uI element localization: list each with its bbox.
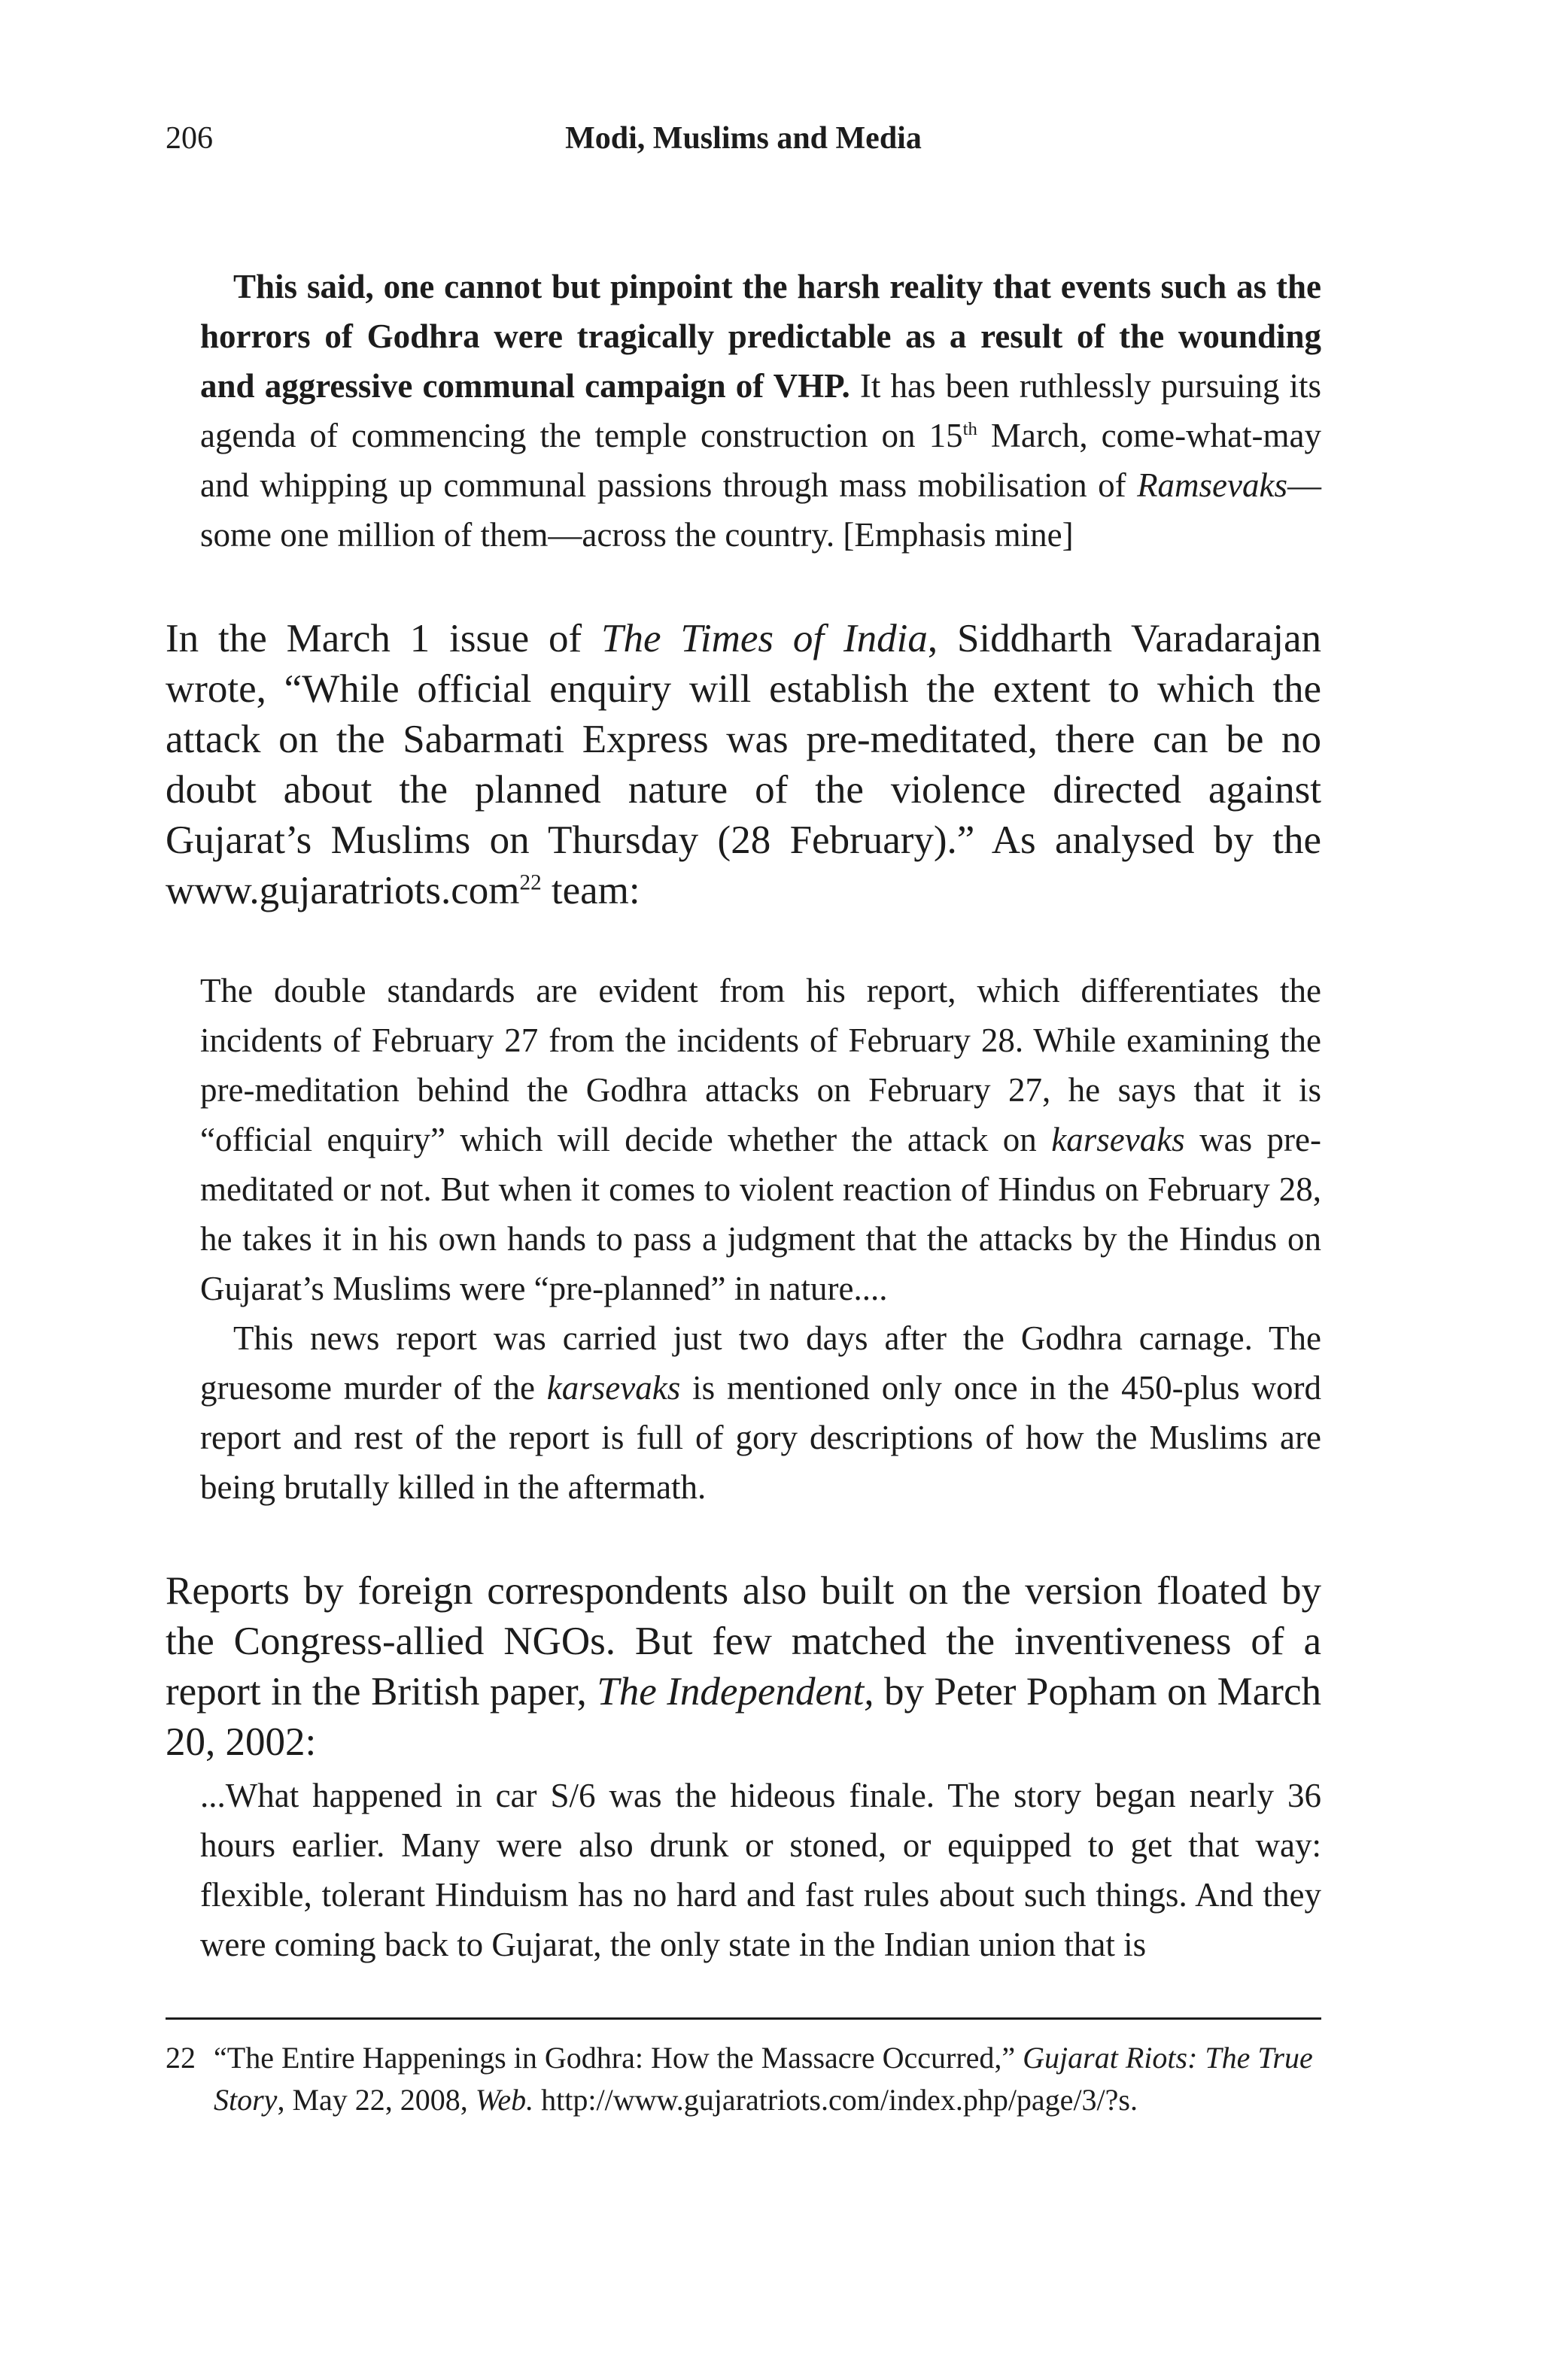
body-text: Reports by foreign correspondents also built on the version floated by the Congress-allied NGOs. But few matched the inventiveness of a report in the British paper, (166, 1569, 1321, 1714)
publication-title: The Times of India (600, 617, 928, 660)
emphasized-text: This said, one cannot but pinpoint the harsh reality that events such as the horrors of Godhra were tragically predictable as a result of the wounding and aggressive communal campaign of VHP. (200, 268, 1321, 405)
page-number: 206 (166, 121, 213, 156)
body-paragraph (166, 614, 1321, 916)
book-title: Modi, Muslims and Media (565, 121, 922, 156)
quote-text: The double standards are evident from his report, which differentiates the incidents of February 27 from the incidents of February 28. While examining the pre-meditation behind the Godhra attacks on February 27, he says that it is “official enquiry” which will decide whether the attack on (200, 972, 1321, 1158)
quote-text: This news report was carried just two days after the Godhra carnage. The gruesome murder of the (200, 1319, 1321, 1407)
footnote-text (214, 2037, 1321, 2121)
running-header (166, 120, 1321, 165)
italic-term: karsevaks (546, 1369, 681, 1407)
block-quote-vhp (200, 262, 1321, 560)
ordinal-superscript: th (962, 419, 977, 439)
footnote-divider (166, 2017, 1321, 2020)
block-quote-paragraph: ...What happened in car S/6 was the hideous finale. The story began nearly 36 hours earlier. Many were also drunk or stoned, or equipped to get that way: flexible, tolerant Hinduism has no hard and fast rules about such things. And they were coming back to Gujarat, the only state in the Indian union that is (200, 1777, 1321, 1963)
block-quote-paragraph (200, 1313, 1321, 1512)
quote-text: —some one million of them—across the country. [Emphasis mine] (200, 466, 1321, 554)
body-paragraph (166, 1566, 1321, 1768)
italic-term: karsevaks (1051, 1121, 1185, 1158)
footnote-web-label: Web. (475, 2083, 534, 2117)
quote-text: March, come-what-may and whipping up communal passions through mass mobilisation of (200, 417, 1322, 504)
footnote-citation: “The Entire Happenings in Godhra: How the Massacre Occurred,” (214, 2041, 1023, 2075)
footnote-citation: , May 22, 2008, (277, 2083, 476, 2117)
block-quote-paragraph (200, 966, 1321, 1313)
body-text: by Peter Popham on March 20, 2002: (166, 1670, 1321, 1764)
footnote-source-title: Gujarat Riots: The True Story (214, 2041, 1313, 2117)
quote-text: It has been ruthlessly pursuing its agenda of commencing the temple construction on 15 (200, 367, 1321, 454)
quote-text: is mentioned only once in the 450-plus word report and rest of the report is full of gory descriptions of how the Muslims are being brutally killed in the aftermath. (200, 1369, 1321, 1506)
block-quote-independent (200, 1771, 1321, 1969)
footnote-reference: 22 (519, 870, 542, 895)
quote-text: was pre-meditated or not. But when it comes to violent reaction of Hindus on February 28, he takes it in his own hands to pass a judgment that the attacks by the Hindus on Gujarat’s Muslims were “pre-planned” in nature.... (200, 1121, 1322, 1307)
footnote-url: http://www.gujaratriots.com/index.php/page/3/?s. (533, 2083, 1138, 2117)
body-text: In the March 1 issue of (166, 617, 601, 660)
body-text: , Siddharth Varadarajan wrote, “While official enquiry will establish the extent to which the attack on the Sabarmati Express was pre-meditated, there can be no doubt about the planned nature of the violence directed against Gujarat’s Muslims on Thursday (28 February).” As analysed by the www.gujaratriots.com (166, 617, 1321, 912)
italic-term: Ramsevaks (1137, 466, 1287, 504)
footnote-number: 22 (166, 2041, 196, 2075)
footnote (166, 2037, 1321, 2121)
body-text: team: (541, 869, 640, 912)
block-quote-paragraph (200, 262, 1321, 560)
publication-title: The Independent, (597, 1670, 874, 1714)
block-quote-double-standards (200, 966, 1321, 1512)
